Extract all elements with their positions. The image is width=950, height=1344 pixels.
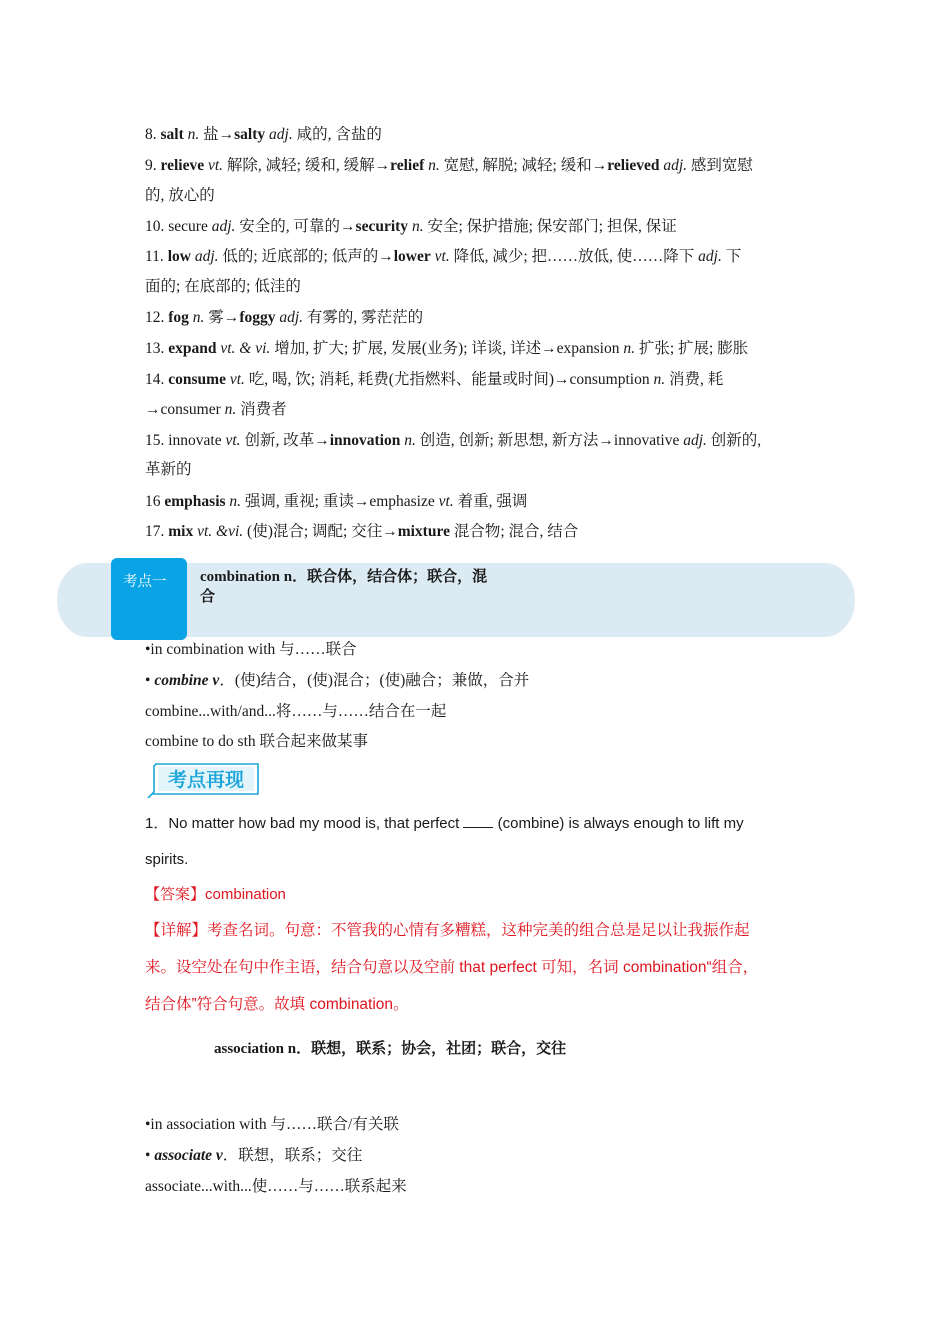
exercise-answer: 【答案】combination bbox=[145, 886, 286, 903]
association-note-3: associate...with...使……与……联系起来 bbox=[145, 1178, 407, 1195]
exercise-question-cont: spirits. bbox=[145, 851, 189, 868]
combination-note-2: • combine v．(使)结合，(使)混合；(使)融合；兼做，合并 bbox=[145, 672, 530, 689]
vocab-item-12: 12. fog n. 雾→foggy adj. 有雾的, 雾茫茫的 bbox=[145, 309, 424, 326]
vocab-item-11: 11. low adj. 低的; 近底部的; 低声的→lower vt. 降低, 减少; 把……放低, 使……降下 adj. 下 bbox=[145, 248, 742, 265]
kaodian-tag: 考点一 bbox=[111, 558, 187, 640]
vocab-item-14-cont: →consumer n. 消费者 bbox=[145, 401, 287, 418]
combination-note-1: •in combination with 与……联合 bbox=[145, 641, 357, 658]
association-note-2: • associate v．联想，联系；交往 bbox=[145, 1147, 363, 1164]
vocab-item-13: 13. expand vt. & vi. 增加, 扩大; 扩展, 发展(业务); 详谈, 详述→expansion n. 扩张; 扩展; 膨胀 bbox=[145, 340, 749, 357]
vocab-item-14: 14. consume vt. 吃, 喝, 饮; 消耗, 耗费(尤指燃料、能量或时间)→consumption n. 消费, 耗 bbox=[145, 371, 724, 388]
recap-label: 考点再现 bbox=[167, 770, 245, 791]
recap-banner-shape bbox=[146, 762, 262, 798]
combination-note-3: combine...with/and...将……与……结合在一起 bbox=[145, 703, 447, 720]
answer-blank bbox=[463, 813, 493, 828]
exercise-detail-2: 来。设空处在句中作主语，结合句意以及空前 that perfect 可知，名词 combination“组合， bbox=[145, 959, 759, 976]
vocab-item-9-cont: 的, 放心的 bbox=[145, 187, 215, 204]
kaodian-headword: combination n．联合体，结合体；联合，混合 bbox=[200, 569, 488, 605]
vocab-item-9: 9. relieve vt. 解除, 减轻; 缓和, 缓解→relief n. 宽慰, 解脱; 减轻; 缓和→relieved adj. 感到宽慰 bbox=[145, 157, 753, 174]
association-headword: association n．联想，联系；协会，社团；联合，交往 bbox=[214, 1041, 567, 1057]
vocab-item-16: 16 emphasis n. 强调, 重视; 重读→emphasize vt. 着重, 强调 bbox=[145, 493, 528, 510]
recap-banner bbox=[146, 762, 262, 798]
exercise-question: 1．No matter how bad my mood is, that perfect (combine) is always enough to lift my bbox=[145, 815, 744, 832]
exercise-detail-1: 【详解】考查名词。句意：不管我的心情有多糟糕，这种完美的组合总是足以让我振作起 bbox=[145, 922, 750, 939]
vocab-item-17: 17. mix vt. &vi. (使)混合; 调配; 交往→mixture 混合物; 混合, 结合 bbox=[145, 523, 579, 540]
association-note-1: •in association with 与……联合/有关联 bbox=[145, 1116, 399, 1133]
vocab-item-8: 8. salt n. 盐→salty adj. 咸的, 含盐的 bbox=[145, 126, 382, 143]
vocab-item-15-cont: 革新的 bbox=[145, 461, 192, 478]
exercise-detail-3: 结合体”符合句意。故填 combination。 bbox=[145, 996, 409, 1013]
combination-note-4: combine to do sth 联合起来做某事 bbox=[145, 733, 369, 750]
vocab-item-10: 10. secure adj. 安全的, 可靠的→security n. 安全; 保护措施; 保安部门; 担保, 保证 bbox=[145, 218, 677, 235]
vocab-item-15: 15. innovate vt. 创新, 改革→innovation n. 创造, 创新; 新思想, 新方法→innovative adj. 创新的, bbox=[145, 432, 762, 449]
vocab-item-11-cont: 面的; 在底部的; 低洼的 bbox=[145, 278, 301, 295]
